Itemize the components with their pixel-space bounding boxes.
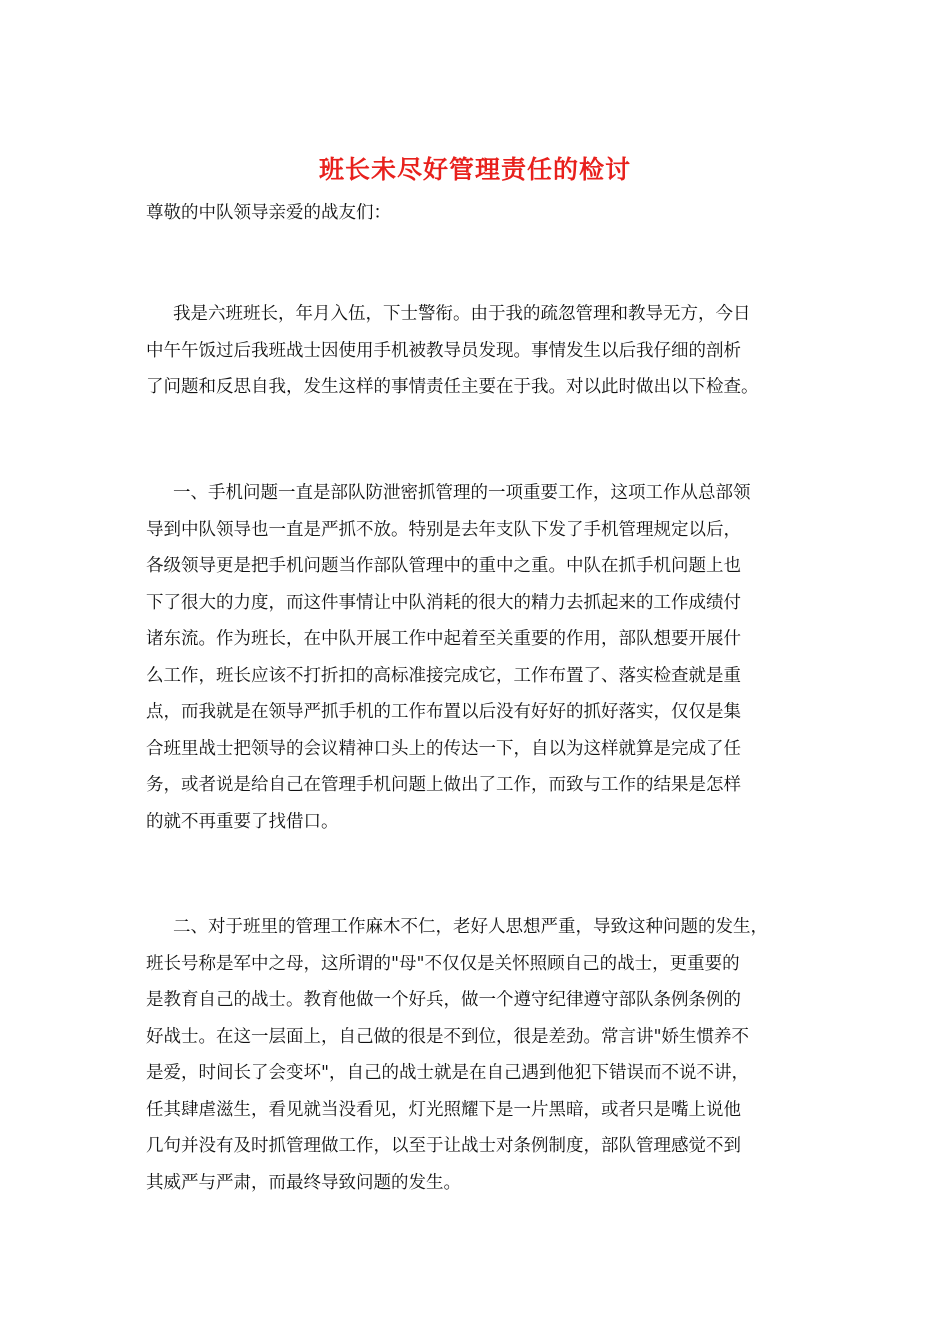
salutation: 尊敬的中队领导亲爱的战友们： bbox=[146, 203, 391, 223]
text-line: 点，而我就是在领导严抓手机的工作布置以后没有好好的抓好落实，仅仅是集 bbox=[146, 702, 741, 722]
text-line: 好战士。在这一层面上，自己做的很是不到位，很是差劲。常言讲"娇生惯养不 bbox=[146, 1026, 750, 1047]
text-line: 导到中队领导也一直是严抓不放。特别是去年支队下发了手机管理规定以后， bbox=[146, 519, 741, 540]
text-line: 中午午饭过后我班战士因使用手机被教导员发现。事情发生以后我仔细的剖析 bbox=[146, 340, 741, 361]
text-line: 其威严与严肃，而最终导致问题的发生。 bbox=[146, 1172, 461, 1193]
paragraph-point-two bbox=[146, 909, 811, 1201]
text-line: 是爱，时间长了会变坏"，自己的战士就是在自己遇到他犯下错误而不说不讲， bbox=[146, 1063, 750, 1083]
text-line: 几句并没有及时抓管理做工作，以至于让战士对条例制度，部队管理感觉不到 bbox=[146, 1136, 741, 1156]
paragraph-intro bbox=[146, 296, 811, 406]
text-line: 各级领导更是把手机问题当作部队管理中的重中之重。中队在抓手机问题上也 bbox=[146, 556, 741, 576]
text-line: 是教育自己的战士。教育他做一个好兵，做一个遵守纪律遵守部队条例条例的 bbox=[146, 990, 741, 1010]
text-line: 的就不再重要了找借口。 bbox=[146, 811, 339, 832]
document-title: 班长未尽好管理责任的检讨 bbox=[318, 155, 631, 184]
text-line: 二、对于班里的管理工作麻木不仁，老好人思想严重，导致这种问题的发生， bbox=[173, 917, 768, 937]
text-line: 么工作，班长应该不打折扣的高标准接完成它，工作布置了、落实检查就是重 bbox=[146, 665, 741, 686]
text-line: 了问题和反思自我，发生这样的事情责任主要在于我。对以此时做出以下检查。 bbox=[146, 377, 759, 397]
paragraph-point-one bbox=[146, 475, 811, 840]
text-line: 下了很大的力度，而这件事情让中队消耗的很大的精力去抓起来的工作成绩付 bbox=[146, 592, 741, 613]
text-line: 务，或者说是给自己在管理手机问题上做出了工作，而致与工作的结果是怎样 bbox=[146, 775, 741, 795]
text-line: 班长号称是军中之母，这所谓的"母"不仅仅是关怀照顾自己的战士，更重要的 bbox=[146, 953, 740, 974]
text-line: 诸东流。作为班长，在中队开展工作中起着至关重要的作用，部队想要开展什 bbox=[146, 629, 741, 649]
text-line: 一、手机问题一直是部队防泄密抓管理的一项重要工作，这项工作从总部领 bbox=[173, 483, 751, 503]
text-line: 任其肆虐滋生，看见就当没看见，灯光照耀下是一片黑暗，或者只是嘴上说他 bbox=[146, 1099, 741, 1120]
text-line: 合班里战士把领导的会议精神口头上的传达一下，自以为这样就算是完成了任 bbox=[146, 738, 741, 759]
text-line: 我是六班班长，年月入伍，下士警衔。由于我的疏忽管理和教导无方，今日 bbox=[173, 304, 751, 324]
